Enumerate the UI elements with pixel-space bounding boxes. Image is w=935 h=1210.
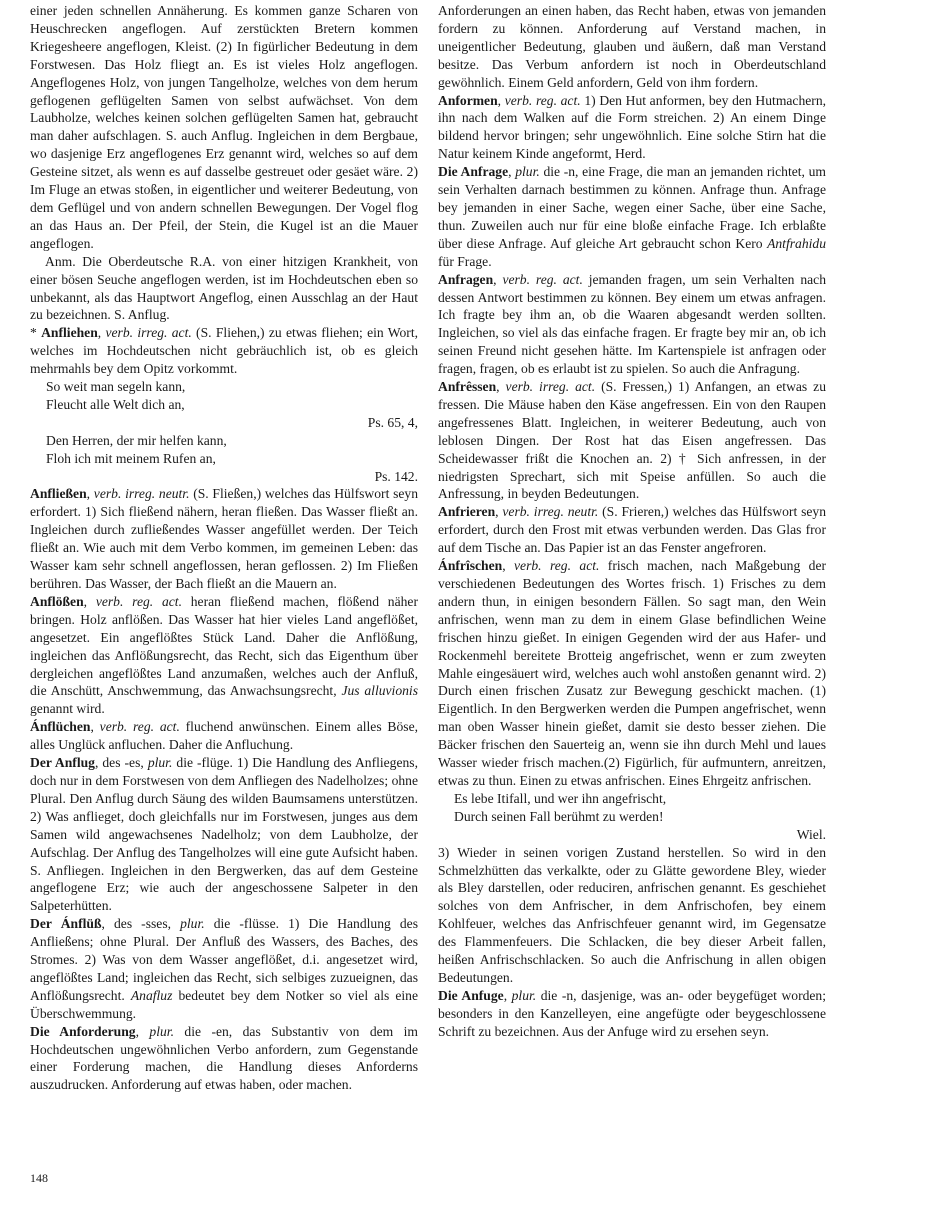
entry-anformen: Anformen, verb. reg. act. 1) Den Hut anformen, bey den Hutmachern, ihn nach dem Walken auf die Form streichen. 2) An einem Dinge bildend hervor bringen; sehr ungewöhnlich. Eine solche Stirn hat die Natur keinem Kinde angeformt, Herd. [438,92,827,162]
headword: Die Anfrage [438,164,509,180]
entry-continuation: Anforderungen an einen haben, das Recht haben, etwas von jemanden fordern zu können. Anforderung auf Verstand machen, in uneigentlicher Bedeutung, glauben und äußern, daß man Verstand besitze. Das Verbum anfordern ist noch in Oberdeutschland gewöhnlich. Einem Geld anfordern, Geld von ihm fordern. [438,3,826,90]
obsolete-marker: * [30,325,42,341]
definition: fluchend anwünschen. Einem alles Böse, alles Unglück anfluchen. Daher die Anfluchung. [30,719,419,753]
definition: (S. Fliehen,) zu etwas fliehen; ein Wort, welches im Hochdeutschen nicht gebräuchlich ist, ob es gleich mehrmahls bey dem Opitz vorkommt. [30,325,418,377]
entry-anfluss: Der Ánflüß, des -sses, plur. die -flüsse. 1) Die Handlung des Anfließens; ohne Plural. Der Anfluß des Wassers, des Baches, des Stromes. 2) Was von dem Wasser angeflößet, d.i. angesetzet wird, angeflößtes Land; ingleichen das Recht, sich selbiges zuzueignen, das Anflößungsrecht. Anafluz bedeutet bey dem Notker so viel als eine Überschwemmung. [30,916,418,1021]
grammar-label: plur. [180,916,205,932]
grammar-label: verb. irreg. neutr. [502,504,599,520]
page-number: 148 [30,1171,48,1185]
definition: die -flüsse. 1) Die Handlung des Anfließens; ohne Plural. Der Anfluß des Wassers, des Baches, des Stromes. 2) Was von dem Wasser angeflößet, d.i. angesetzet wird, angeflößtes Land; ingleichen das Recht, sich selbiges zuzueignen, das Anflößungsrecht. [30,916,418,1003]
entry-anfrieren: Anfrieren, verb. irreg. neutr. (S. Frieren,) welches das Hülfswort seyn erfordert, durch den Frost mit etwas verbunden werden. Das Glas fror auf dem Tische an. Das Papier ist an das Fenster angefroren. [438,504,826,556]
verse-line: Den Herren, der mir helfen kann, [46,432,227,448]
annotation-paragraph: Anm. Die Oberdeutsche R.A. von einer hitzigen Krankheit, von einer bösen Seuche angeflogen werden, ist im Hochdeutschen eben so unbekannt, als das Hauptwort Angeflog, einen Ausschlag an der Haut zu bezeichnen. S. Anflug. [30,253,418,323]
headword: Der Anflug [30,755,95,771]
entry-anfuge: Die Anfuge, plur. die -n, dasjenige, was an- oder beygefüget worden; besonders in den Kanzelleyen, eine angefügte oder beygeschlossene Schrift zu bezeichnen. Aus der Anfuge wird zu ersehen seyn. [438,987,826,1039]
left-column [30,2,418,1094]
grammar-label: plur. [511,987,537,1003]
headword: Anfragen [438,271,494,287]
headword: Die Anforderung [30,1023,136,1039]
quote-source: Ps. 142. [374,468,418,484]
headword: Anflößen [30,593,84,609]
grammar-label: plur. [515,164,540,180]
definition: die -en, das Substantiv von dem im Hochdeutschen ungewöhnlichen Verbo anfordern, zum Gegenstande einer Forderung machen, die Handlung dieses Anforderns auszudrucken. Anforderung auf etwas haben, oder machen. [30,1023,418,1093]
old-german-term: Anafluz [130,987,173,1003]
entry-anfluchen: Ánflüchen, verb. reg. act. fluchend anwünschen. Einem alles Böse, alles Unglück anfluchen. Daher die Anfluchung. [30,719,419,753]
grammar-label: verb. irreg. act. [105,325,192,341]
definition: die -flüge. 1) Die Handlung des Anfliegens, doch nur in dem Forstwesen von dem Anfliegen des Nadelholzes; ohne Plural. Den Anflug durch Säung des wilden Baumsamens unterstützen. 2) Was anflieget, doch gleichfalls nur im Forstwesen, junges aus dem Samen wild angewachsenes Nadelholz; von dem Laubholze, der Aufschlag. Der Anflug des Tangelholzes will eine gute Aufsicht haben. S. Anfliegen. Ingleichen in den Bergwerken, das auf dem Gesteine angeflogene Erz; wie auch der angeschossene Salpeter in den Salpeterhütten. [30,755,418,914]
headword: Ánfrîschen [438,558,503,574]
grammar-label: verb. irreg. neutr. [93,486,190,502]
entry-anfliehen: * Anfliehen, verb. irreg. act. (S. Fliehen,) zu etwas fliehen; ein Wort, welches im Hochdeutschen nicht gebräuchlich ist, ob es gleich mehrmahls bey dem Opitz vorkommt. [30,325,418,377]
entry-anflug: Der Anflug, des -es, plur. die -flüge. 1) Die Handlung des Anfliegens, doch nur in dem Forstwesen von dem Anfliegen des Nadelholzes; ohne Plural. Den Anflug durch Säung des wilden Baumsamens unterstützen. 2) Was anflieget, doch gleichfalls nur im Forstwesen, junges aus dem Samen wild angewachsenes Nadelholz; von dem Laubholze, der Aufschlag. Der Anflug des Tangelholzes will eine gute Aufsicht haben. S. Anfliegen. Ingleichen in den Bergwerken, das auf dem Gesteine angeflogene Erz; wie auch der angeschossene Salpeter in den Salpeterhütten. [30,755,418,914]
definition: die -n, eine Frage, die man an jemanden richtet, um sein Verhalten darnach bestimmen zu können. Anfrage thun. Anfrage bey jemanden in einer Sache, wegen einer Sache, über eine Sache, thun. Zuweilen auch nur für eine bloße einfache Frage. Ich erblaßte über diese Anfrage. Auf gleiche Art gebraucht schon Kero [438,164,827,251]
headword: Der Ánflüß [30,916,102,932]
grammar-label: verb. reg. act. [99,719,180,735]
grammar-label: verb. reg. act. [504,92,581,108]
definition: die -n, dasjenige, was an- oder beygefüget worden; besonders in den Kanzelleyen, eine angefügte oder beygeschlossene Schrift zu bezeichnen. Aus der Anfuge wird zu ersehen seyn. [438,987,826,1039]
definition: jemanden fragen, um sein Verhalten nach dessen Antwort bestimmen zu können. Bey einem um etwas anfragen. Ich fragte bey ihm an, ob die Waaren abgesandt werden sollten. Ingleichen, so viel als das einfache fragen. Er fragte bey mir an, ob ich seinen Freund nicht gesehen hätte. Im Kartenspiele ist anfragen oder fragen, fragen, ob es erlaubt ist zu spielen. So auch die Anfragung. [438,271,826,377]
headword: Anformen [438,92,498,108]
entry-continuation: einer jeden schnellen Annäherung. Es kommen ganze Scharen von Heuschrecken angeflogen. Auf zerstückten Bretern kommen Kriegesheere angeflogen, Kleist. (2) In figürlicher Bedeutung in dem Forstwesen. Das Holz fliegt an. Es ist vieles Holz angeflogen. Angeflogenes Holz, von jungen Tangelholze, welches von dem herum geflogenen geflügelten Samen von selbst aufwächset. Von dem Laubholze, welches keinen solchen geflügelten Samen hat, gebraucht man daher aufschlagen. S. auch Anflug. Ingleichen in dem Bergbaue, wo dasjenige Erz angeflogenes Erz genannt wird, welches so auf dem Gesteine sitzet, als wenn es auf dasselbe gestreuet oder gesäet wäre. 2) Im Fluge an etwas stoßen, in eigentlicher und weiterer Bedeutung, von dem Geflügel und von andern schnellen Bewegungen. Der Vogel flog an das Haus an. Der Pfeil, der Stein, die Kugel ist an die Mauer angeflogen. [30,3,418,251]
right-column [438,2,826,1041]
grammar-label: plur. [147,755,173,771]
verse-line: Floh ich mit meinem Rufen an, [46,450,216,466]
quote-source: Wiel. [796,826,826,842]
verse-line: So weit man segeln kann, [46,379,186,395]
entry-anfrage: Die Anfrage, plur. die -n, eine Frage, die man an jemanden richtet, um sein Verhalten darnach bestimmen zu können. Anfrage thun. Anfrage bey jemanden in einer Sache, wegen einer Sache, über eine Sache, thun. Zuweilen auch nur für eine bloße einfache Frage. Ich erblaßte über diese Anfrage. Auf gleiche Art gebraucht schon Kero Antfrahidu für Frage. [438,164,827,269]
headword: Anfrêssen [438,379,497,395]
entry-anfragen: Anfragen, verb. reg. act. jemanden fragen, um sein Verhalten nach dessen Antwort bestimmen zu können. Bey einem um etwas anfragen. Ich fragte bey ihm an, ob die Waaren abgesandt werden sollten. Ingleichen, so viel als das einfache fragen. Er fragte bey mir an, ob ich seinen Freund nicht gesehen hätte. Im Kartenspiele ist anfragen oder fragen, fragen, ob es erlaubt ist zu spielen. So auch die Anfragung. [438,271,826,377]
definition: frisch machen, nach Maßgebung der verschiedenen Bedeutungen des Wortes frisch. 1) Frisches zu dem andern thun, in einigen besondern Fällen. So sagt man, den Wein anfrischen, wenn man zu dem in einem Glase befindlichen Weine frischen hinzu gießet. In einigen Gegenden wird der aus Hafer- und Rockenmehl bereitete Brotteig angefrischet, wenn er zum zweyten Mahle eingesäuert wird, welches auch wohl anstoßen genannt wird. 2) Durch einen frischen Zusatz zur Bewegung geschickt machen. (1) Eigentlich. In den Bergwerken werden die Pumpen angefrischet, wenn man oben Wasser hinein gießet, damit sie desto besser ziehen. Die Bäcker frischen den Sauerteig an, wenn sie ihn durch Mehl und laues Wasser wieder frisch machen.(2) Figürlich, für aufmuntern, anreitzen, etwas zu thun. Einen zu etwas anfrischen. Eines Ehrgeitz anfrischen. [438,558,826,788]
old-german-term: Antfrahidu [767,235,826,251]
definition: (S. Frieren,) welches das Hülfswort seyn erfordert, durch den Frost mit etwas verbunden werden. Das Glas fror auf dem Tische an. Das Papier ist an das Fenster angefroren. [438,504,826,556]
entry-anfliessen: Anfließen, verb. irreg. neutr. (S. Fließen,) welches das Hülfswort seyn erfordert. 1) Sich fließend nähern, heran fließen. Das Wasser fließt an. Ingleichen durch zufließendes Wasser angefüllet werden. Der Teich fließt an. Wie auch mit dem Verbo kommen, im gemeinen Leben: das Wasser kam sehr schnell angeflossen, heran geflossen. 2) Im Fließen berühren. Das Wasser, der Bach fließt an die Mauern an. [30,486,418,591]
definition: heran fließend machen, flößend näher bringen. Holz anflößen. Das Wasser hat hier vieles Land angeflößet, angesetzet. Ein angeflößtes Stück Land. Daher die Anflößung, ingleichen das Anflößungsrecht, das Recht, sich das Eigenthum über dergleichen angeflößtes Land anzumaßen, welches auch der Anfluß, die Anschütt, Anschwemmung, das Anwachsungsrecht, [30,593,418,699]
definition-continuation: 3) Wieder in seinen vorigen Zustand herstellen. So wird in den Schmelzhütten das verkalkte, oder zu Glätte gewordene Bley, wieder als Bley darstellen, oder reduciren, anfrischen genannt. Es geschiehet solches von dem Anfrischer, in dem Anfrischofen, bey einem Kohlfeuer, welches das Anfrischfeuer genannt wird, im Gegensatze des Flammenfeuers. Die Schlacken, die bey dieser Arbeit fallen, heißen Anfrischschlacken. So auch die Anfrischung in allen obigen Bedeutungen. [438,844,826,985]
verse-line: Es lebe Itifall, und wer ihn angefrischt, [454,790,667,806]
grammar-label: verb. irreg. act. [505,379,596,395]
definition: (S. Fressen,) 1) Anfangen, an etwas zu fressen. Die Mäuse haben den Käse angefressen. Ein von den Raupen angefressenes Blatt. Ingleichen, in weiterer Bedeutung, auch von leblosen Dingen. Der Rost hat das Eisen angefressen. Das Scheidewasser frißt die Knochen an. 2) † Sich anfressen, in der niedrigsten Sprechart, sich mit Speise anfüllen. So auch die Anfressung, in beyden Bedeutungen. [438,379,827,502]
entry-anfressen: Anfrêssen, verb. irreg. act. (S. Fressen,) 1) Anfangen, an etwas zu fressen. Die Mäuse haben den Käse angefressen. Ein von den Raupen angefressenes Blatt. Ingleichen, in weiterer Bedeutung, auch von leblosen Dingen. Der Rost hat das Eisen angefressen. Das Scheidewasser frißt die Knochen an. 2) † Sich anfressen, in der niedrigsten Sprechart, sich mit Speise anfüllen. So auch die Anfressung, in beyden Bedeutungen. [438,379,827,502]
latin-term: Jus alluvionis [341,683,418,699]
grammar-label: verb. reg. act. [95,593,182,609]
quote-source: Ps. 65, 4, [367,414,418,430]
headword: Anfrieren [438,504,496,520]
verse-line: Fleucht alle Welt dich an, [46,396,185,412]
headword: Anfließen [30,486,87,502]
entry-anfrischen: Ánfrîschen, verb. reg. act. frisch machen, nach Maßgebung der verschiedenen Bedeutungen des Wortes frisch. 1) Frisches zu dem andern thun, in einigen besondern Fällen. So sagt man, den Wein anfrischen, wenn man zu dem in einem Glase befindlichen Weine frischen hinzu gießet. In einigen Gegenden wird der aus Hafer- und Rockenmehl bereitete Brotteig angefrischet, wenn er zum zweyten Mahle eingesäuert wird, welches auch wohl anstoßen genannt wird. 2) Durch einen frischen Zusatz zur Bewegung geschickt machen. (1) Eigentlich. In den Bergwerken werden die Pumpen angefrischet, wenn man oben Wasser hinein gießet, damit sie desto besser ziehen. Die Bäcker frischen den Sauerteig an, wenn sie ihn durch Mehl und laues Wasser wieder frisch machen.(2) Figürlich, für aufmuntern, anreitzen, etwas zu thun. Einen zu etwas anfrischen. Eines Ehrgeitz anfrischen. [438,558,826,788]
entry-anfloessen: Anflößen, verb. reg. act. heran fließend machen, flößend näher bringen. Holz anflößen. Das Wasser hat hier vieles Land angeflößet, angesetzet. Ein angeflößtes Stück Land. Daher die Anflößung, ingleichen das Anflößungsrecht, das Recht, sich das Eigenthum über dergleichen angeflößtes Land anzumaßen, welches auch der Anfluß, die Anschütt, Anschwemmung, das Anwachsungsrecht, Jus alluvionis genannt wird. [30,593,418,717]
definition: (S. Fließen,) welches das Hülfswort seyn erfordert. 1) Sich fließend nähern, heran fließen. Das Wasser fließt an. Ingleichen durch zufließendes Wasser angefüllet werden. Der Teich fließt an. Wie auch mit dem Verbo kommen, im gemeinen Leben: das Wasser kam sehr schnell angeflossen, heran geflossen. 2) Im Fließen berühren. Das Wasser, der Bach fließt an die Mauern an. [30,486,418,591]
definition: 1) Den Hut anformen, bey den Hutmachern, ihn nach dem Walken auf die Form streichen. 2) An einem Dinge bildend hervor bringen; sehr ungewöhnlich. Eine solche Stirn hat die Natur keinem Kinde angeformt, Herd. [438,92,827,162]
grammar-label: verb. reg. act. [502,271,583,287]
headword: Ánflüchen [30,719,91,735]
grammar-label: verb. reg. act. [514,558,600,574]
headword: Die Anfuge [438,987,504,1003]
entry-anforderung: Die Anforderung, plur. die -en, das Substantiv von dem im Hochdeutschen ungewöhnlichen Verbo anfordern, zum Gegenstande einer Forderung machen, die Handlung dieses Anforderns auszudrucken. Anforderung auf etwas haben, oder machen. [30,1023,418,1093]
headword: Anfliehen [41,325,98,341]
verse-line: Durch seinen Fall berühmt zu werden! [454,808,664,824]
grammar-label: plur. [149,1023,174,1039]
